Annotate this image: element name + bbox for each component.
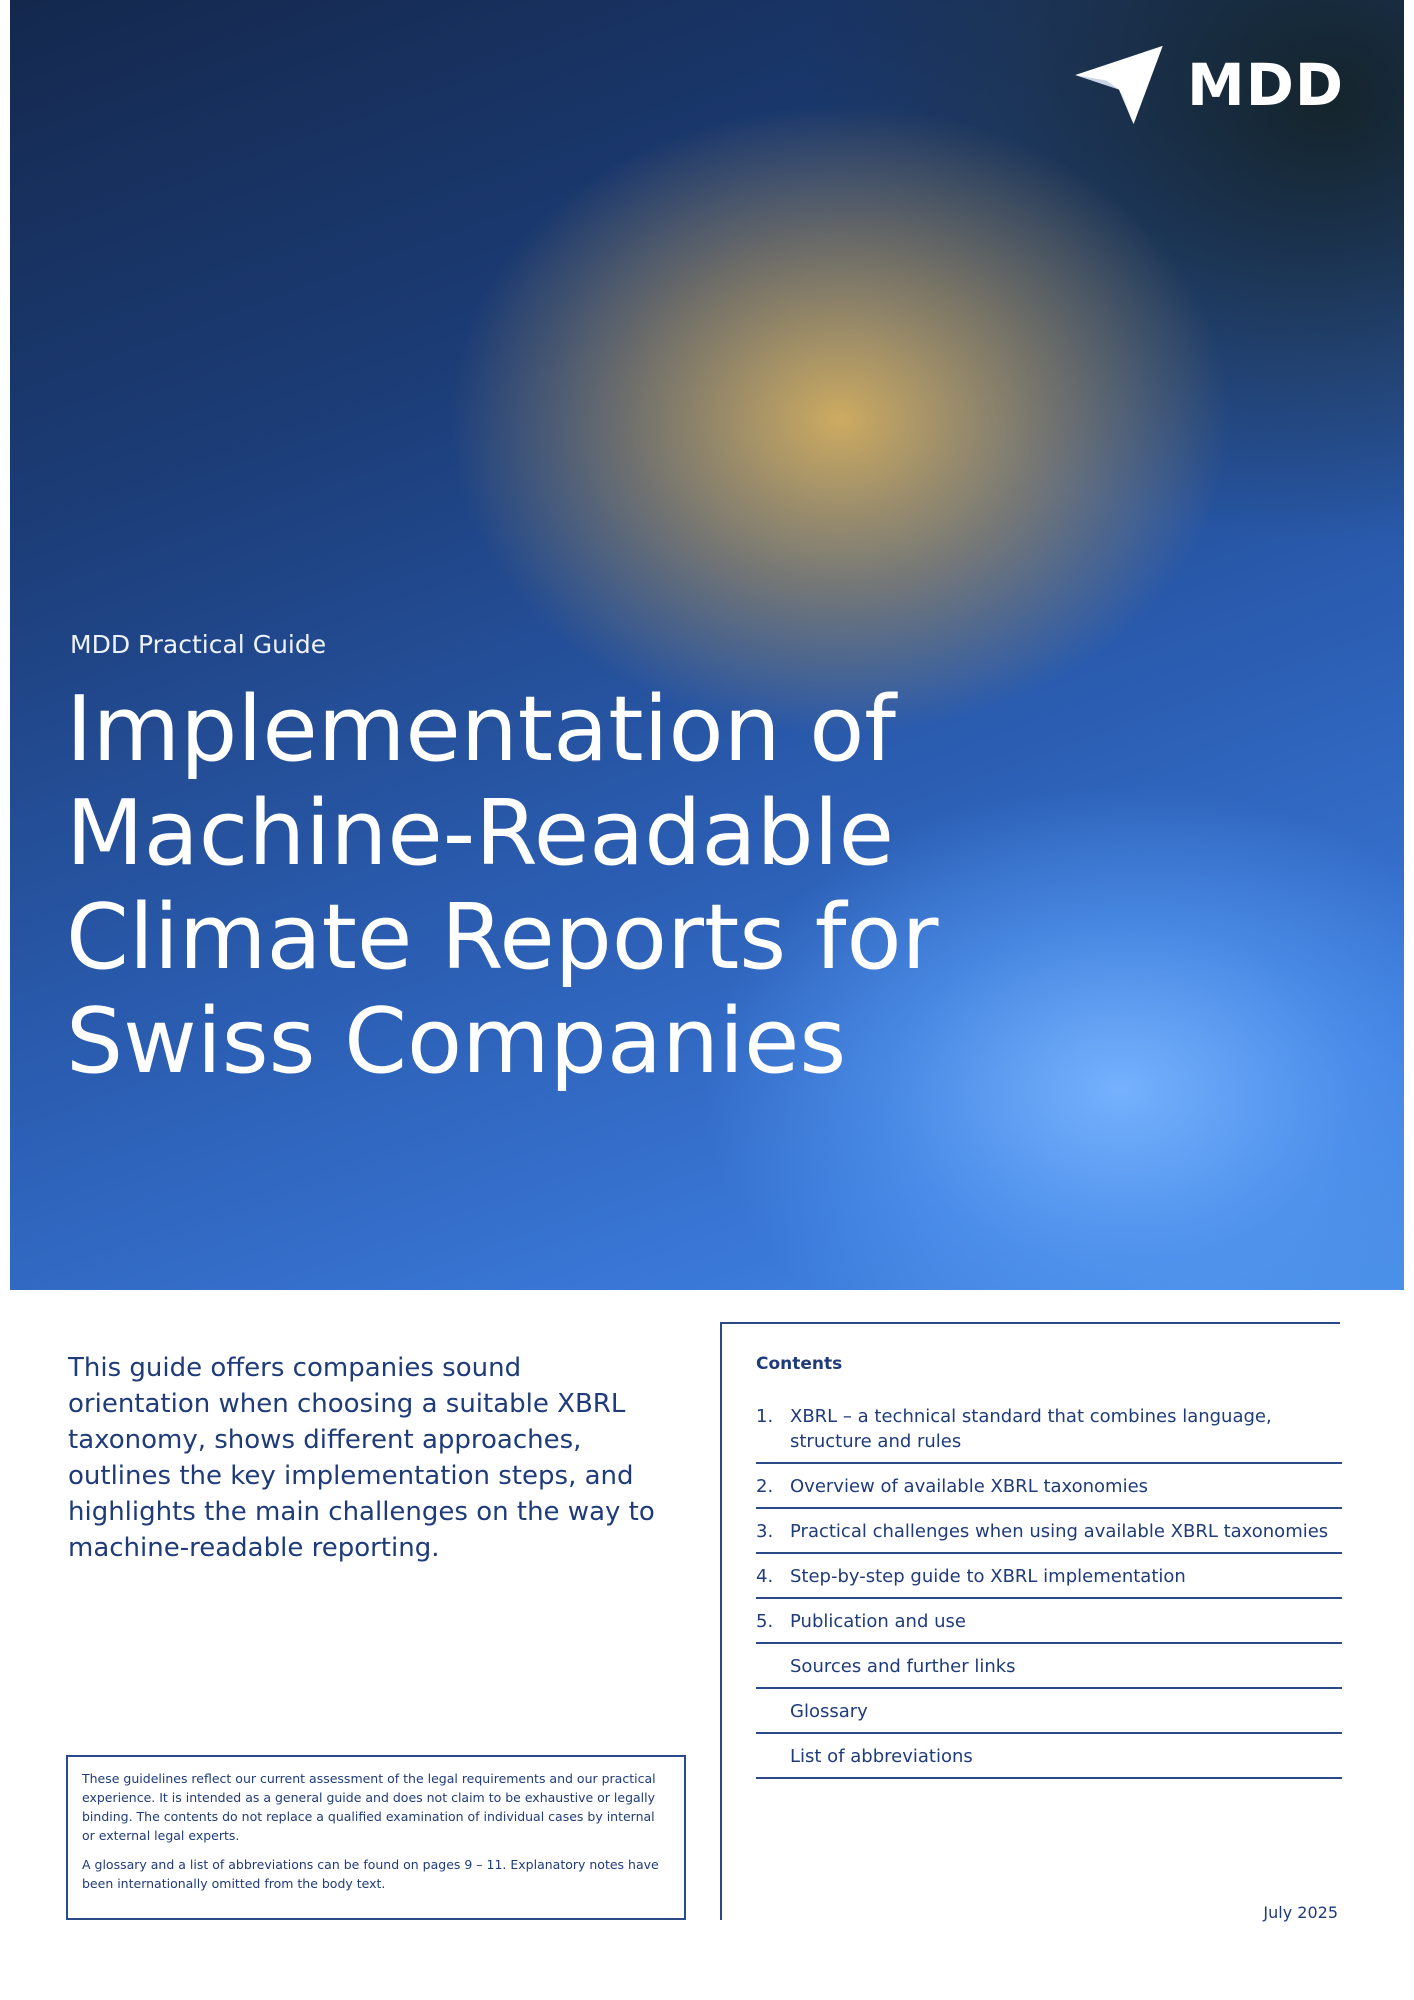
cover-hero: [10, 0, 1404, 1290]
toc-label: Step-by-step guide to XBRL implementation: [790, 1566, 1186, 1587]
toc-label: Overview of available XBRL taxonomies: [790, 1476, 1149, 1497]
logo-text: MDD: [1186, 51, 1344, 119]
toc-list: [756, 1394, 1342, 1779]
toc-number: [756, 1699, 790, 1724]
toc-number: 3.: [756, 1521, 774, 1542]
toc-item[interactable]: [756, 1599, 1342, 1644]
toc-label: XBRL – a technical standard that combines language, structure and rules: [790, 1406, 1272, 1452]
toc-label: Sources and further links: [790, 1656, 1016, 1677]
publication-date: July 2025: [1263, 1903, 1338, 1922]
toc-label: Glossary: [790, 1701, 868, 1722]
title-line: Machine-Readable: [66, 781, 895, 886]
title-line: Implementation of: [66, 677, 896, 782]
toc-number: 1.: [756, 1406, 774, 1427]
table-of-contents: [720, 1322, 1340, 1920]
paper-plane-logo-icon: [1073, 44, 1165, 126]
toc-item[interactable]: [756, 1554, 1342, 1599]
brand-logo: [1073, 44, 1344, 126]
toc-number: 4.: [756, 1566, 774, 1587]
title-line: Swiss Companies: [66, 989, 847, 1094]
toc-number: 5.: [756, 1611, 774, 1632]
toc-label: Publication and use: [790, 1611, 966, 1632]
disclaimer-text: These guidelines reflect our current assessment of the legal requirements and our practical experience. It is intended as a general guide and does not claim to be exhaustive or legally binding. The contents do not replace a qualified examination of individual cases by internal or external legal experts.: [82, 1771, 656, 1843]
page-title: [66, 678, 1266, 1094]
toc-item[interactable]: [756, 1509, 1342, 1554]
toc-item[interactable]: [756, 1464, 1342, 1509]
intro-paragraph: This guide offers companies sound orientation when choosing a suitable XBRL taxonomy, shows different approaches, outlines the key implementation steps, and highlights the main challenges on the way to machine-readable reporting.: [68, 1353, 655, 1563]
disclaimer-box: [66, 1755, 686, 1920]
toc-label: List of abbreviations: [790, 1746, 973, 1767]
disclaimer-note: A glossary and a list of abbreviations can be found on pages 9 – 11. Explanatory notes have been internationally omitted from the body text.: [82, 1857, 659, 1891]
title-line: Climate Reports for: [66, 885, 939, 990]
toc-number: [756, 1654, 790, 1679]
toc-item[interactable]: [756, 1734, 1342, 1779]
contents-heading: Contents: [756, 1354, 843, 1374]
toc-number: [756, 1744, 790, 1769]
toc-label: Practical challenges when using available XBRL taxonomies: [790, 1521, 1329, 1542]
toc-item[interactable]: [756, 1394, 1342, 1464]
toc-item[interactable]: [756, 1689, 1342, 1734]
toc-item[interactable]: [756, 1644, 1342, 1689]
toc-number: 2.: [756, 1476, 774, 1497]
guide-type-label: MDD Practical Guide: [70, 630, 327, 659]
